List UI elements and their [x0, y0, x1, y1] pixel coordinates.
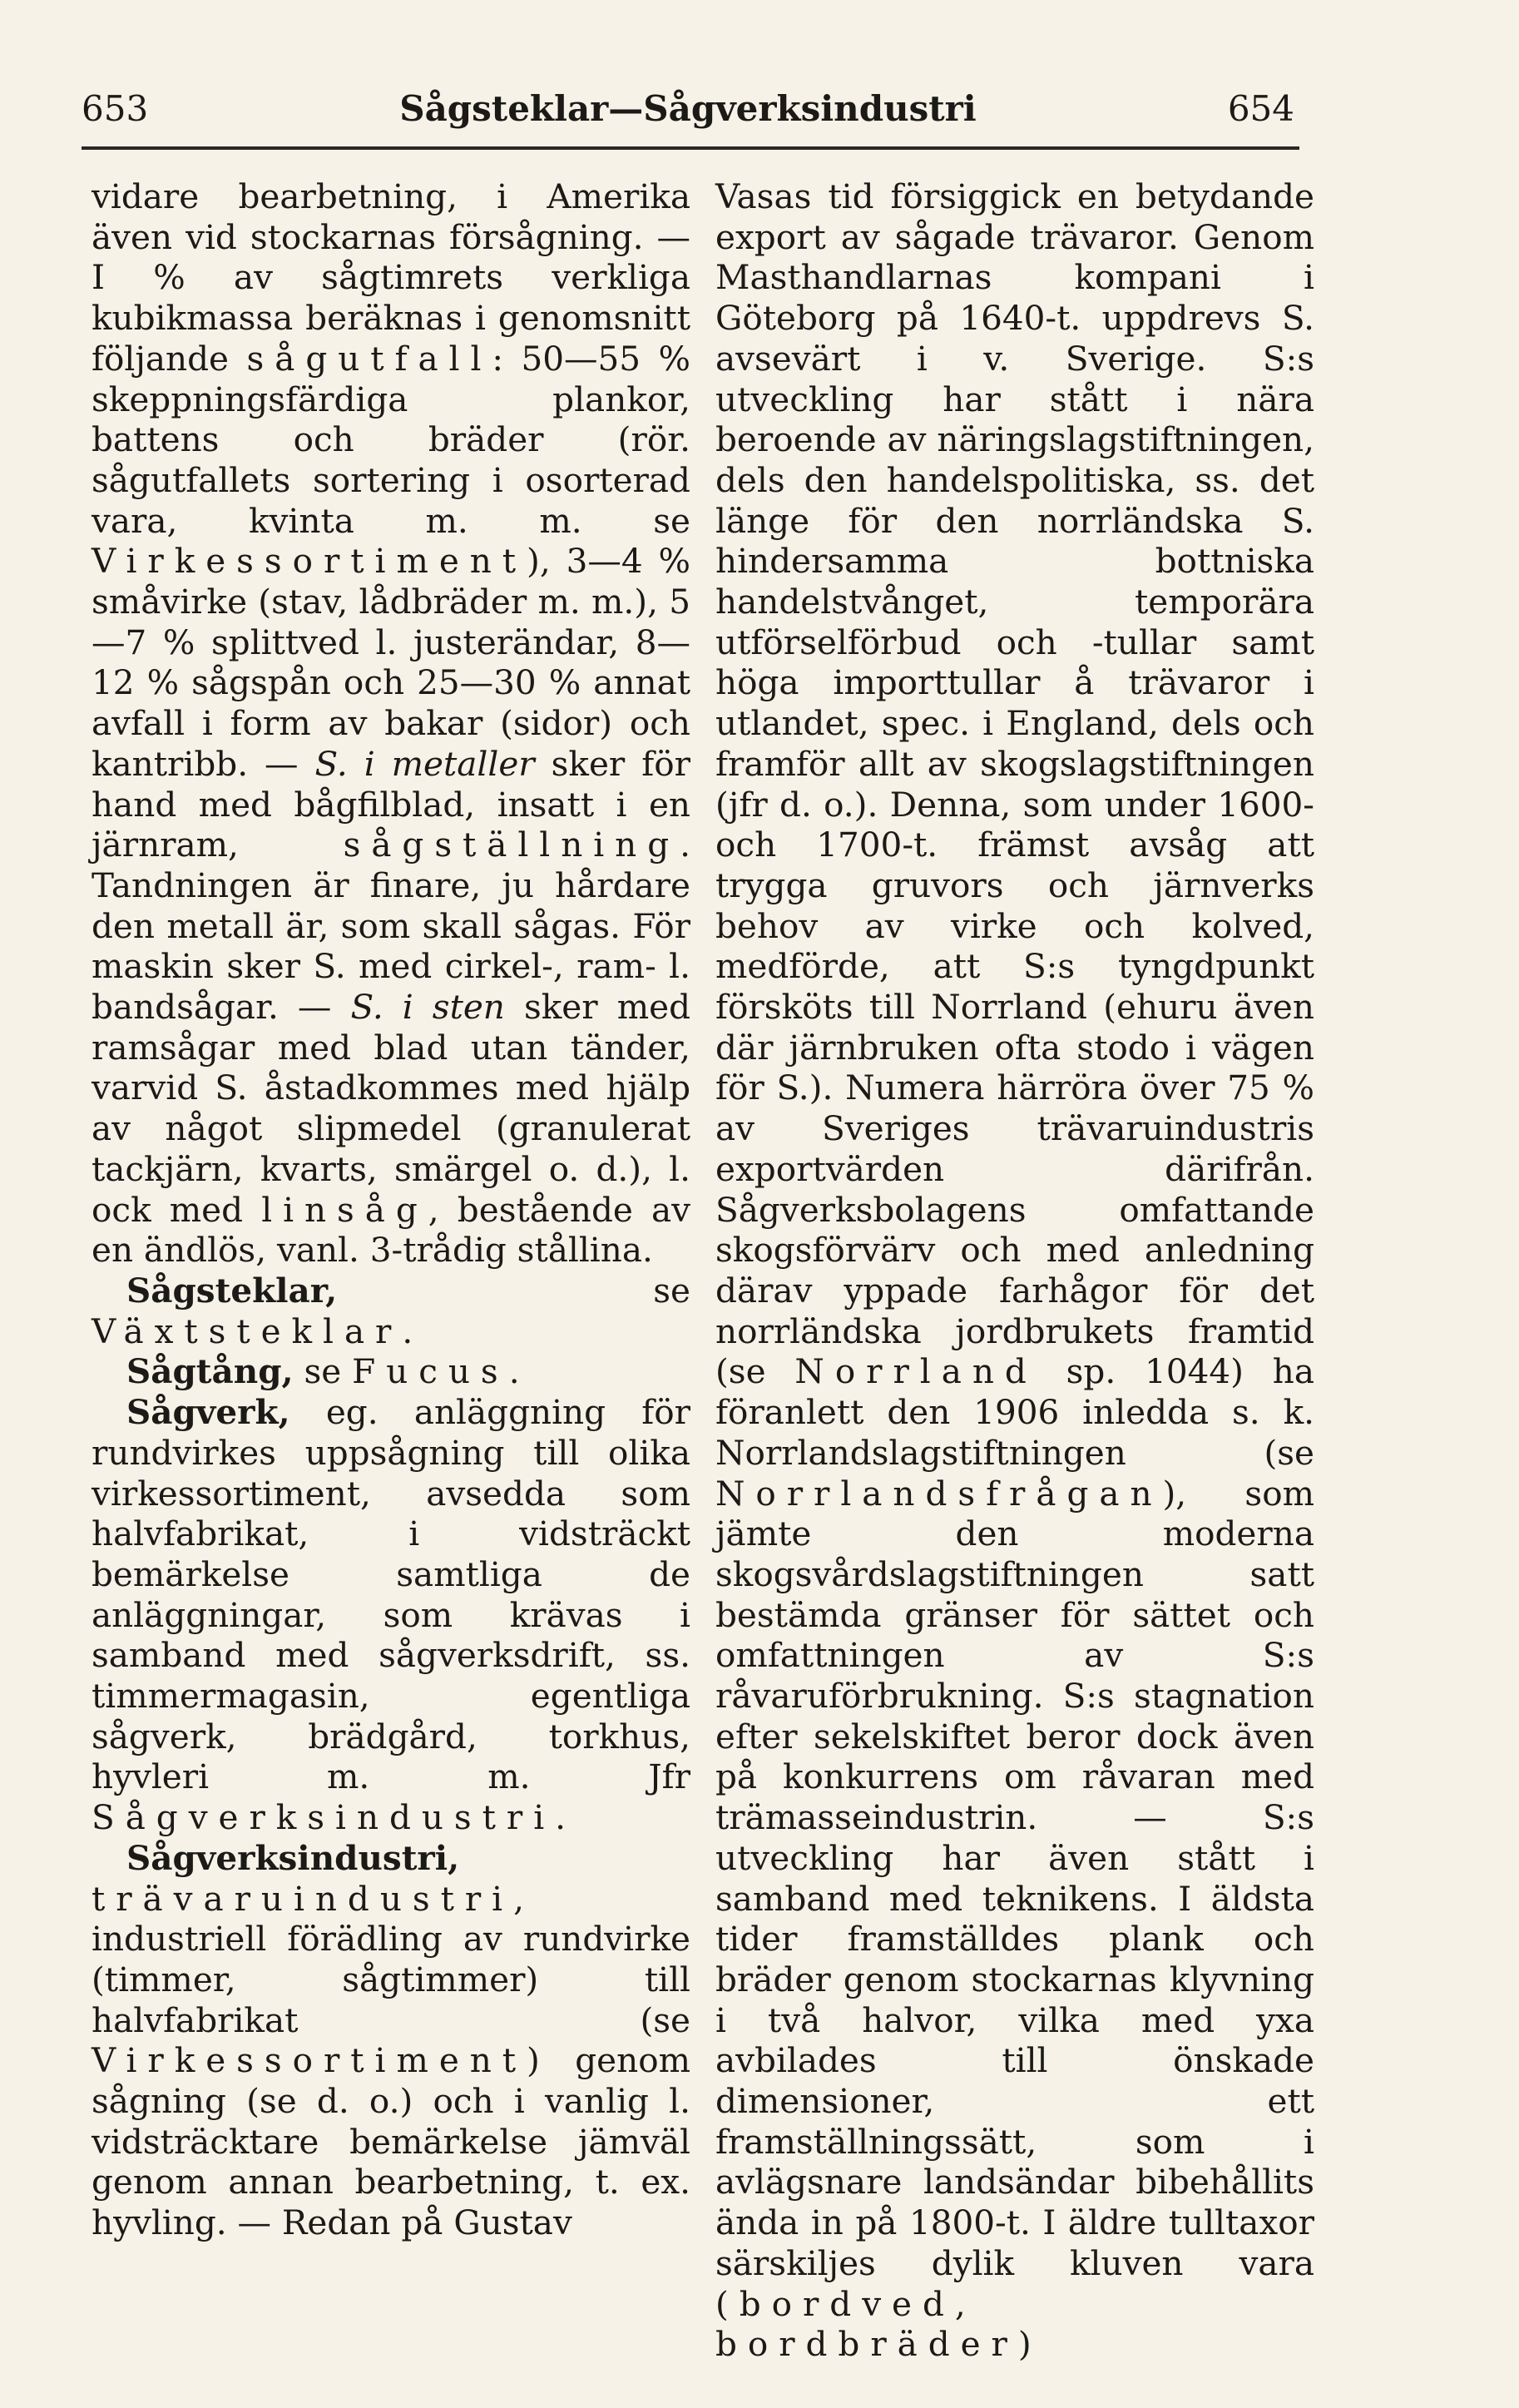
cross-reference: Virkessortiment — [92, 541, 527, 582]
headword: Sågverksindustri, — [126, 1837, 460, 1878]
subheading-stone: S. i sten — [350, 987, 505, 1028]
cross-reference: Fucus — [352, 1351, 509, 1392]
cross-reference: Sågverksindustri — [92, 1797, 556, 1838]
page-number-right: 654 — [1227, 88, 1294, 129]
left-column — [92, 176, 690, 2243]
entry-sagverksindustri: Sågverksindustri, trävaruindustri, industriell förädling av rundvirke (timmer, sågtimmer) till halvfabrikat (se Virkessortiment) genom sågning (se d. o.) och i vanlig l. vidsträcktare bemärkelse jämväl genom annan bearbetning, t. ex. hyvling. — Redan på Gustav — [92, 1837, 690, 2243]
cross-reference: sågutfall — [246, 338, 492, 379]
page-number-left: 653 — [82, 88, 149, 129]
cross-reference: Virkessortiment — [92, 2040, 527, 2081]
cross-reference: Växtsteklar — [92, 1311, 403, 1351]
cross-reference: linsåg — [261, 1189, 428, 1230]
running-title: Sågsteklar—Sågverksindustri — [399, 88, 977, 129]
synonym: trävaruindustri — [92, 1878, 514, 1919]
headword: Sågtång, — [126, 1351, 294, 1392]
right-column — [715, 176, 1314, 2365]
cross-reference: sågställning — [343, 825, 680, 865]
page-header — [82, 80, 1294, 146]
cross-reference: Norrland — [794, 1351, 1037, 1392]
entry-sagverk: Sågverk, eg. anläggning för rundvirkes uppsågning till olika virkessortiment, avsedda som halvfabrikat, i vidsträckt bemärkelse samtliga de anläggningar, som krävas i samband med sågverksdrift, ss. timmermagasin, egentliga sågverk, brädgård, torkhus, hyvleri m. m. Jfr Sågverksindustri. — [92, 1392, 690, 1838]
continued-paragraph: Vasas tid försiggick en betydande export av sågade trävaror. Genom Masthandlarnas kompani i Göteborg på 1640-t. uppdrevs S. avsevärt i v. Sverige. S:s utveckling har stått i nära beroende av näringslagstiftningen, dels den handelspolitiska, ss. det länge för den norrländska S. hindersamma bottniska handelstvånget, temporära utförselförbud och -tullar samt höga importtullar å trävaror i utlandet, spec. i England, dels och framför allt av skogslagstiftningen (jfr d. o.). Denna, som under 1600- och 1700-t. främst avsåg att trygga gruvors och järnverks behov av virke och kolved, medförde, att S:s tyngdpunkt försköts till Norrland (ehuru även där järnbruken ofta stodo i vägen för S.). Numera härröra över 75 % av Sveriges trävaruindustris exportvärden därifrån. Sågverksbolagens omfattande skogsförvärv och med anledning därav yppade farhågor för det norrländska jordbrukets framtid (se Norrland sp. 1044) ha föranlett den 1906 inledda s. k. Norrlandslagstiftningen (se Norrlandsfrågan), som jämte den moderna skogsvårdslagstiftningen satt bestämda gränser för sättet och omfattningen av S:s råvaruförbrukning. S:s stagnation efter sekelskiftet beror dock även på konkurrens om råvaran med trämasseindustrin. — S:s utveckling har även stått i samband med teknikens. I äldsta tider framställdes plank och bräder genom stockarnas klyvning i två halvor, vilka med yxa avbilades till önskade dimensioner, ett framställningssätt, som i avlägsnare landsändar bibehållits ända in på 1800-t. I äldre tulltaxor särskiljes dylik kluven vara (bordved, bordbräder) — [715, 176, 1315, 2365]
headword: Sågverk, — [126, 1392, 290, 1433]
headword: Sågsteklar, — [126, 1270, 338, 1311]
header-rule — [82, 146, 1299, 150]
term-bordved: (bordved, bordbräder) — [715, 2283, 1042, 2365]
cross-reference: Norrlandsfrågan — [715, 1473, 1163, 1514]
entry-sagtang: Sågtång, se Fucus. — [126, 1351, 520, 1392]
subheading-metals: S. i metaller — [314, 743, 535, 784]
entry-sagsteklar: Sågsteklar, se Växtsteklar. — [92, 1270, 690, 1351]
continued-paragraph: vidare bearbetning, i Amerika även vid stockarnas försågning. — I % av sågtimrets verkliga kubikmassa beräknas i genomsnitt följande sågutfall: 50—55 % skeppningsfärdiga plankor, battens och bräder (rör. sågutfallets sortering i osorterad vara, kvinta m. m. se Virkessortiment), 3—4 % småvirke (stav, lådbräder m. m.), 5—7 % splittved l. justerändar, 8—12 % sågspån och 25—30 % annat avfall i form av bakar (sidor) och kantribb. — S. i metaller sker för hand med bågfilblad, insatt i en järnram, sågställning. Tandningen är finare, ju hårdare den metall är, som skall sågas. För maskin sker S. med cirkel-, ram- l. bandsågar. — S. i sten sker med ramsågar med blad utan tänder, varvid S. åstadkommes med hjälp av något slipmedel (granulerat tackjärn, kvarts, smärgel o. d.), l. ock med linsåg, bestående av en ändlös, vanl. 3-trådig stållina. — [92, 176, 691, 1271]
